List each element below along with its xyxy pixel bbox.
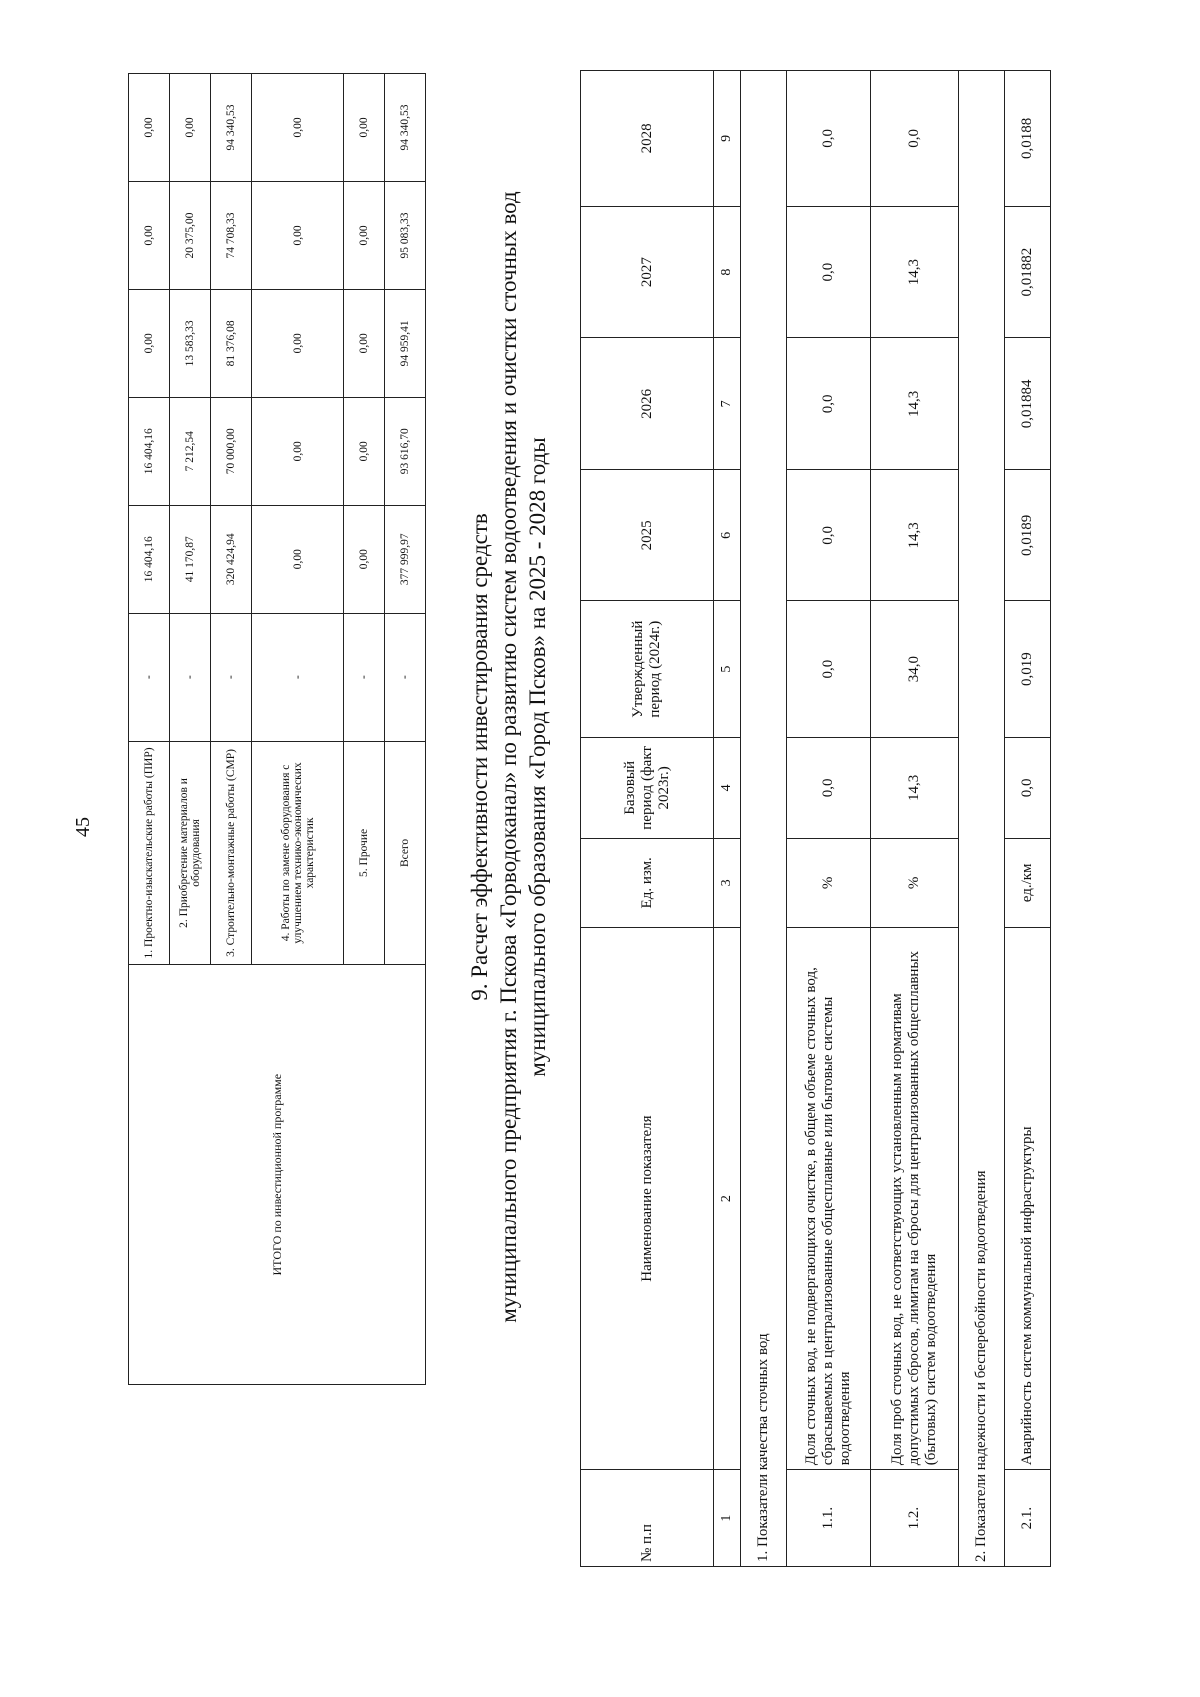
value-cell: 34,0 <box>871 601 959 738</box>
value-cell: 0,019 <box>1005 601 1051 738</box>
header-cell: 2025 <box>581 470 714 601</box>
value-cell: 16 404,16 <box>129 397 170 505</box>
value-cell: 81 376,08 <box>211 289 252 397</box>
column-number: 3 <box>714 838 741 927</box>
column-number: 5 <box>714 601 741 738</box>
table-row <box>871 71 959 1567</box>
value-cell: 0,00 <box>344 505 385 613</box>
row-name: 4. Работы по замене оборудования с улучшением технико-экономических характеристик <box>252 741 344 965</box>
page-number: 45 <box>72 817 94 837</box>
header-cell: № п.п <box>581 1470 714 1567</box>
header-cell: 2028 <box>581 71 714 207</box>
column-number: 7 <box>714 338 741 470</box>
column-number: 4 <box>714 737 741 838</box>
row-name: 1. Проектно-изыскательские работы (ПИР) <box>129 741 170 965</box>
value-cell: 14,3 <box>871 737 959 838</box>
header-cell: 2027 <box>581 206 714 338</box>
header-cell: Базовый период (факт 2023г.) <box>581 737 714 838</box>
header-cell: Ед. изм. <box>581 838 714 927</box>
value-cell: 74 708,33 <box>211 181 252 289</box>
value-cell: 0,00 <box>252 74 344 182</box>
value-cell: 0,00 <box>344 289 385 397</box>
section-row <box>959 71 1005 1567</box>
column-number: 2 <box>714 927 741 1469</box>
header-cell: Утвержденный период (2024г.) <box>581 601 714 738</box>
value-cell: 93 616,70 <box>385 397 426 505</box>
value-cell: 0,00 <box>344 181 385 289</box>
row-name: 3. Строительно-монтажные работы (СМР) <box>211 741 252 965</box>
value-cell: 0,0 <box>871 71 959 207</box>
row-name: 2. Приобретение материалов и оборудования <box>170 741 211 965</box>
value-cell: 0,00 <box>129 74 170 182</box>
section-row <box>741 71 787 1567</box>
heading-line-1: 9. Расчет эффективности инвестирования средств <box>467 513 492 1001</box>
column-number-row <box>714 71 741 1567</box>
value-cell: 0,0 <box>787 71 871 207</box>
row-number: 2.1. <box>1005 1470 1051 1567</box>
column-number: 8 <box>714 206 741 338</box>
value-cell: 14,3 <box>871 470 959 601</box>
value-cell: 70 000,00 <box>211 397 252 505</box>
unit-cell: % <box>787 838 871 927</box>
unit-cell: % <box>871 838 959 927</box>
section-2-title: 2. Показатели надежности и бесперебойности водоотведения <box>959 71 1005 1567</box>
value-cell: 0,00 <box>129 181 170 289</box>
value-cell: 0,0 <box>787 737 871 838</box>
table-row <box>787 71 871 1567</box>
column-number: 1 <box>714 1470 741 1567</box>
column-number: 6 <box>714 470 741 601</box>
value-cell: 7 212,54 <box>170 397 211 505</box>
unit-cell: - <box>385 613 426 741</box>
value-cell: 14,3 <box>871 338 959 470</box>
value-cell: 377 999,97 <box>385 505 426 613</box>
section-1-title: 1. Показатели качества сточных вод <box>741 71 787 1567</box>
unit-cell: - <box>211 613 252 741</box>
indicator-name: Доля сточных вод, не подвергающихся очистке, в общем объеме сточных вод, сбрасываемых в централизованные общесплавные или бытовые системы водоотведения <box>787 927 871 1469</box>
row-number: 1.2. <box>871 1470 959 1567</box>
indicator-name: Аварийность систем коммунальной инфраструктуры <box>1005 927 1051 1469</box>
value-cell: 0,00 <box>252 397 344 505</box>
itogo-label: ИТОГО по инвестиционной программе <box>129 965 426 1385</box>
value-cell: 94 340,53 <box>211 74 252 182</box>
value-cell: 94 340,53 <box>385 74 426 182</box>
value-cell: 0,0 <box>787 470 871 601</box>
value-cell: 41 170,87 <box>170 505 211 613</box>
unit-cell: ед./км <box>1005 838 1051 927</box>
indicator-name: Доля проб сточных вод, не соответствующих установленным нормативам допустимых сбросов, лимитам на сбросы для централизованных общесплавных (бытовых) систем водоотведения <box>871 927 959 1469</box>
heading-line-2: муниципального предприятия г. Пскова «Горводоканал» по развитию систем водоотведения и очистки сточных вод <box>496 191 521 1323</box>
value-cell: 0,0 <box>787 601 871 738</box>
value-cell: 0,01882 <box>1005 206 1051 338</box>
value-cell: 16 404,16 <box>129 505 170 613</box>
unit-cell: - <box>344 613 385 741</box>
value-cell: 95 083,33 <box>385 181 426 289</box>
value-cell: 94 959,41 <box>385 289 426 397</box>
investment-totals-table <box>128 73 426 1385</box>
value-cell: 0,00 <box>129 289 170 397</box>
header-row <box>581 71 714 1567</box>
value-cell: 0,00 <box>344 74 385 182</box>
header-cell: Наименование показателя <box>581 927 714 1469</box>
value-cell: 0,01884 <box>1005 338 1051 470</box>
heading-line-3: муниципального образования «Город Псков» на 2025 - 2028 годы <box>525 437 550 1077</box>
value-cell: 0,00 <box>252 181 344 289</box>
value-cell: 20 375,00 <box>170 181 211 289</box>
value-cell: 0,00 <box>252 289 344 397</box>
value-cell: 0,00 <box>252 505 344 613</box>
value-cell: 0,00 <box>344 397 385 505</box>
value-cell: 14,3 <box>871 206 959 338</box>
row-name: Всего <box>385 741 426 965</box>
unit-cell: - <box>170 613 211 741</box>
value-cell: 0,0 <box>787 338 871 470</box>
value-cell: 13 583,33 <box>170 289 211 397</box>
value-cell: 0,0189 <box>1005 470 1051 601</box>
table-row <box>129 74 170 1385</box>
value-cell: 0,0 <box>1005 737 1051 838</box>
header-cell: 2026 <box>581 338 714 470</box>
efficiency-table <box>580 70 1051 1567</box>
row-name: 5. Прочие <box>344 741 385 965</box>
unit-cell: - <box>252 613 344 741</box>
value-cell: 320 424,94 <box>211 505 252 613</box>
column-number: 9 <box>714 71 741 207</box>
unit-cell: - <box>129 613 170 741</box>
table-row <box>1005 71 1051 1567</box>
value-cell: 0,00 <box>170 74 211 182</box>
section-heading <box>465 67 552 1447</box>
row-number: 1.1. <box>787 1470 871 1567</box>
value-cell: 0,0 <box>787 206 871 338</box>
value-cell: 0,0188 <box>1005 71 1051 207</box>
